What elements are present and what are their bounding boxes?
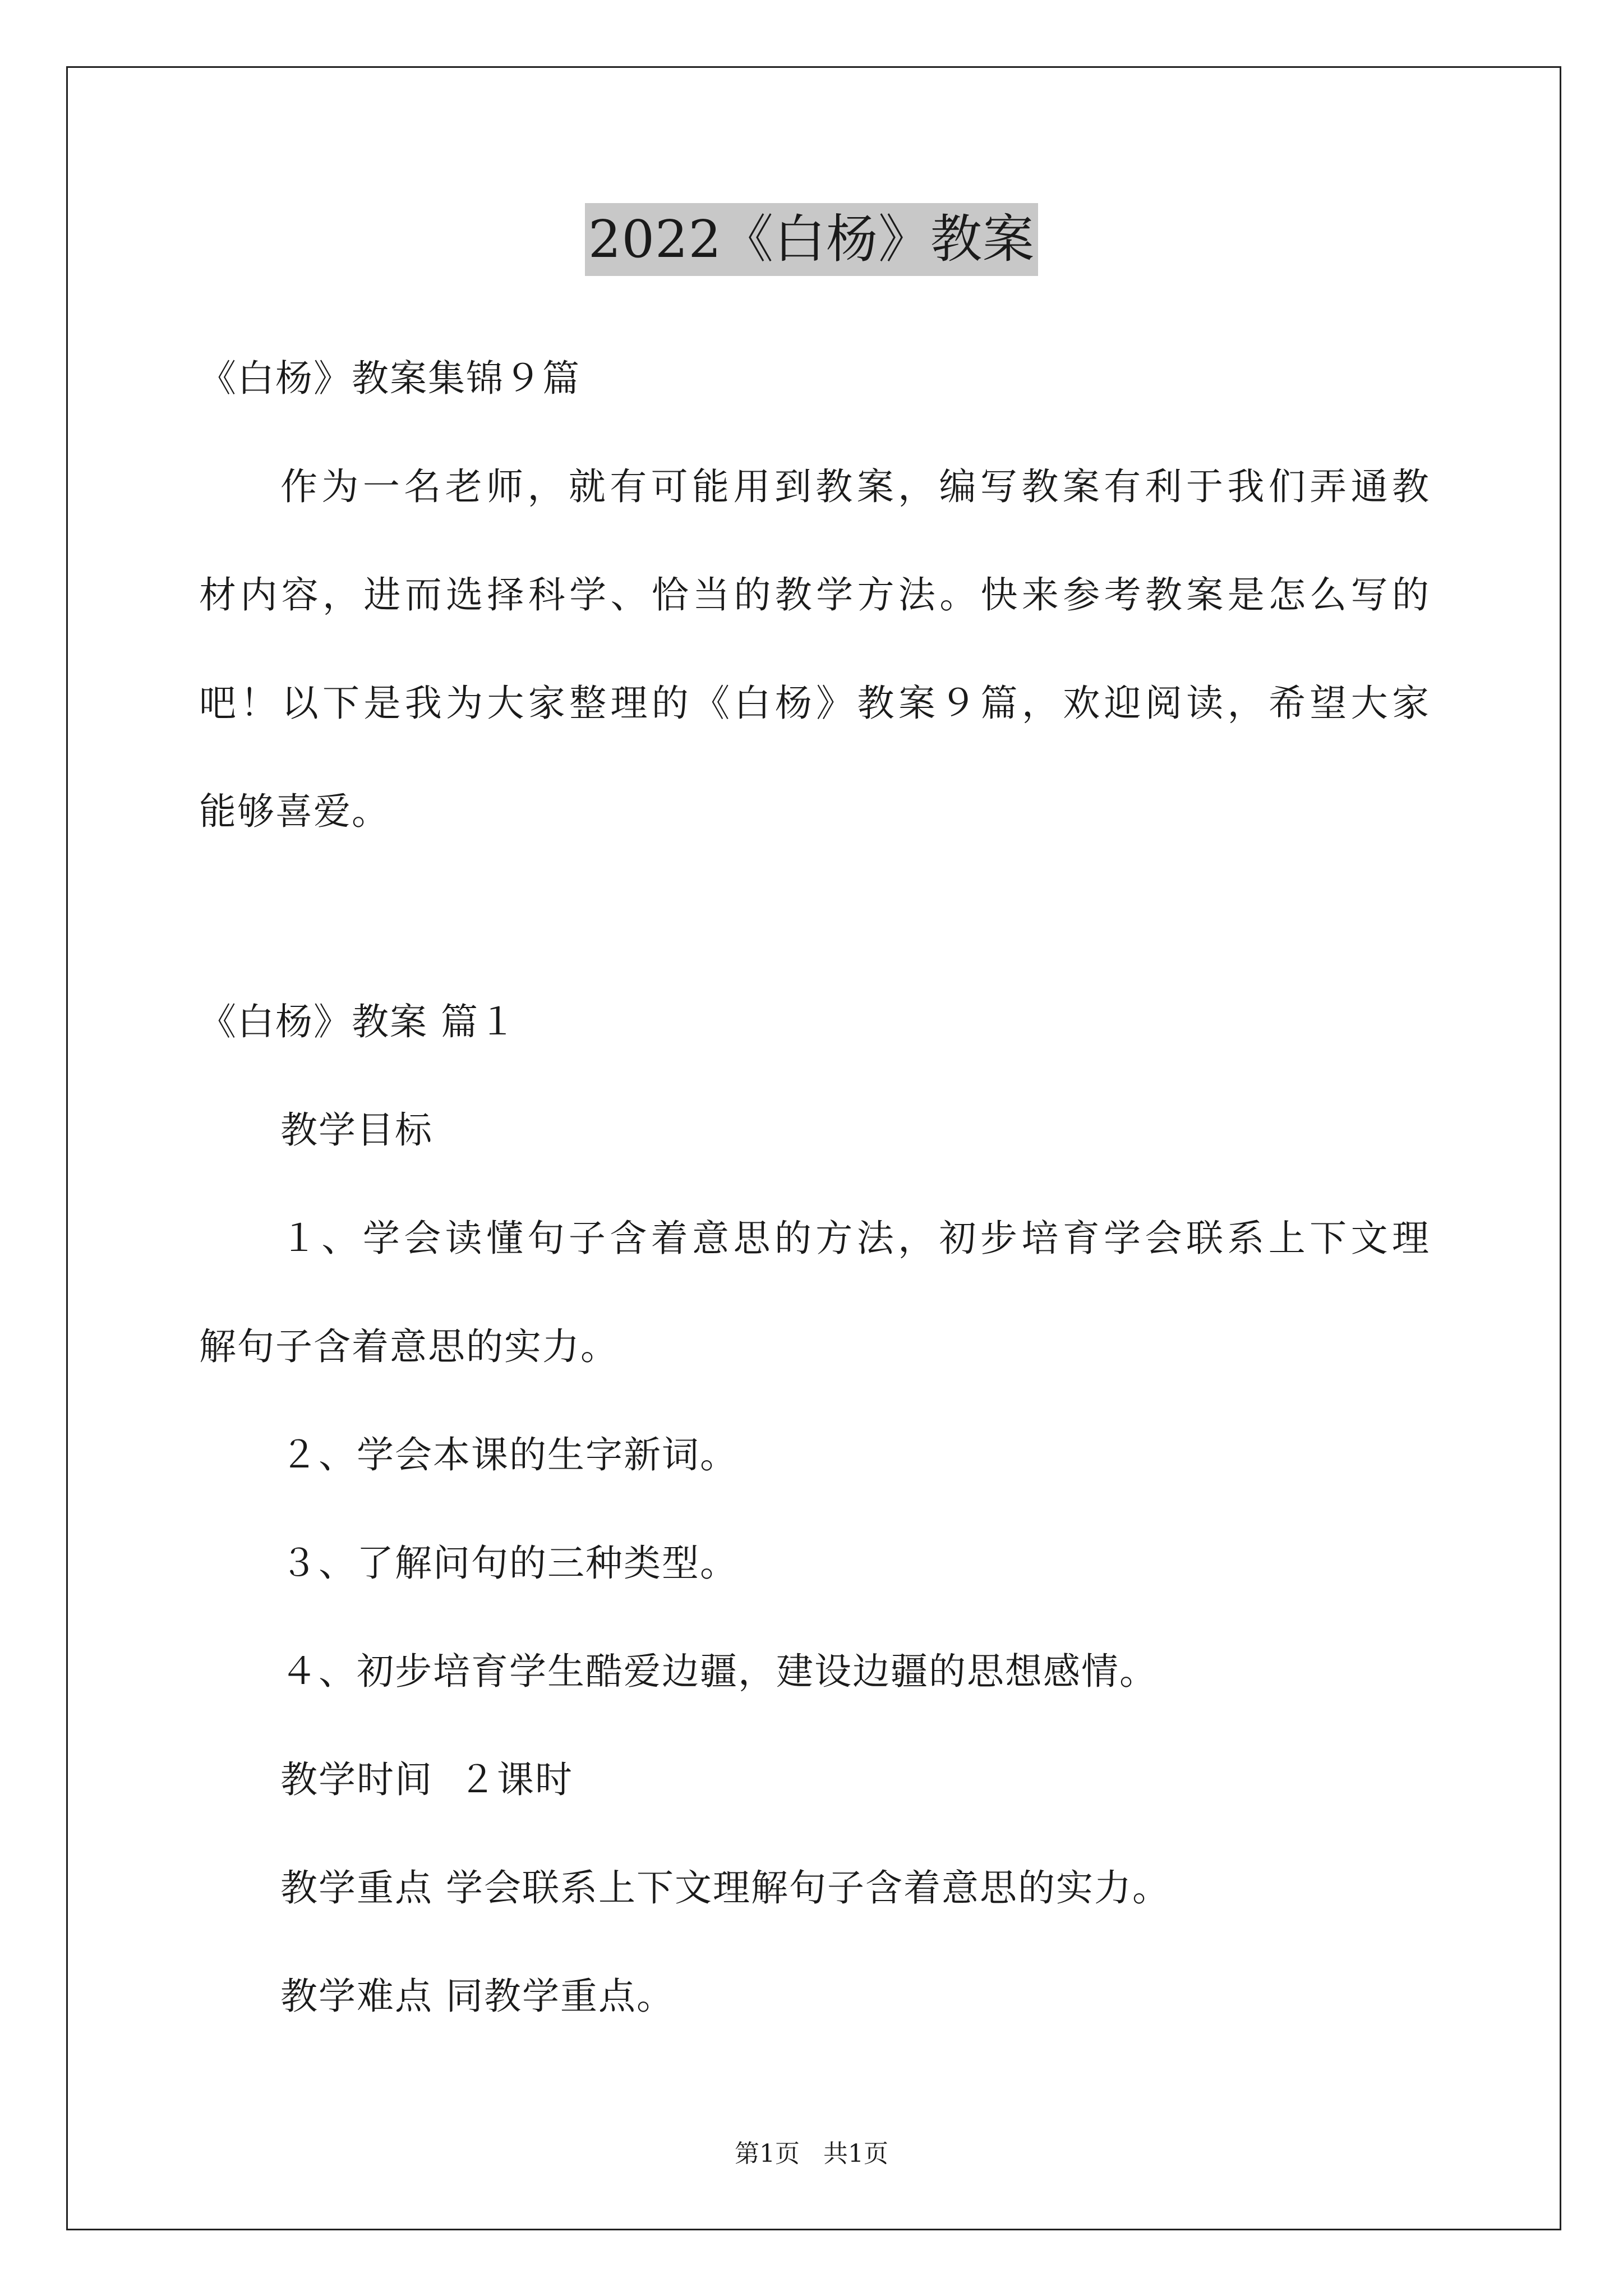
objective-2: ２、学会本课的生字新词。 (280, 1433, 738, 1476)
teaching-time: 教学时间 ２课时 (280, 1758, 573, 1801)
objectives-heading: 教学目标 (280, 1108, 433, 1152)
intro-line-4: 能够喜爱。 (199, 790, 390, 833)
objective-1-line-2: 解句子含着意思的实力。 (199, 1325, 619, 1368)
objective-3: ３、了解问句的三种类型。 (280, 1542, 738, 1585)
objective-1-line-1: １、学会读懂句子含着意思的方法，初步培育学会联系上下文理 (280, 1217, 1430, 1260)
intro-line-3: 吧！以下是我为大家整理的《白杨》教案９篇，欢迎阅读，希望大家 (199, 682, 1430, 725)
objective-4: ４、初步培育学生酷爱边疆，建设边疆的思想感情。 (280, 1650, 1158, 1693)
intro-line-2: 材内容，进而选择科学、恰当的教学方法。快来参考教案是怎么写的 (199, 573, 1430, 616)
teaching-key-point: 教学重点 学会联系上下文理解句子含着意思的实力。 (280, 1866, 1170, 1910)
page-footer: 第1页 共1页 (735, 2139, 888, 2168)
title-container (0, 203, 1623, 276)
subtitle: 《白杨》教案集锦９篇 (199, 357, 580, 400)
intro-line-1: 作为一名老师，就有可能用到教案，编写教案有利于我们弄通教 (280, 465, 1430, 508)
page-title: 2022《白杨》教案 (585, 203, 1038, 276)
teaching-difficulty: 教学难点 同教学重点。 (280, 1975, 675, 2018)
section-heading: 《白杨》教案 篇１ (199, 1000, 517, 1043)
